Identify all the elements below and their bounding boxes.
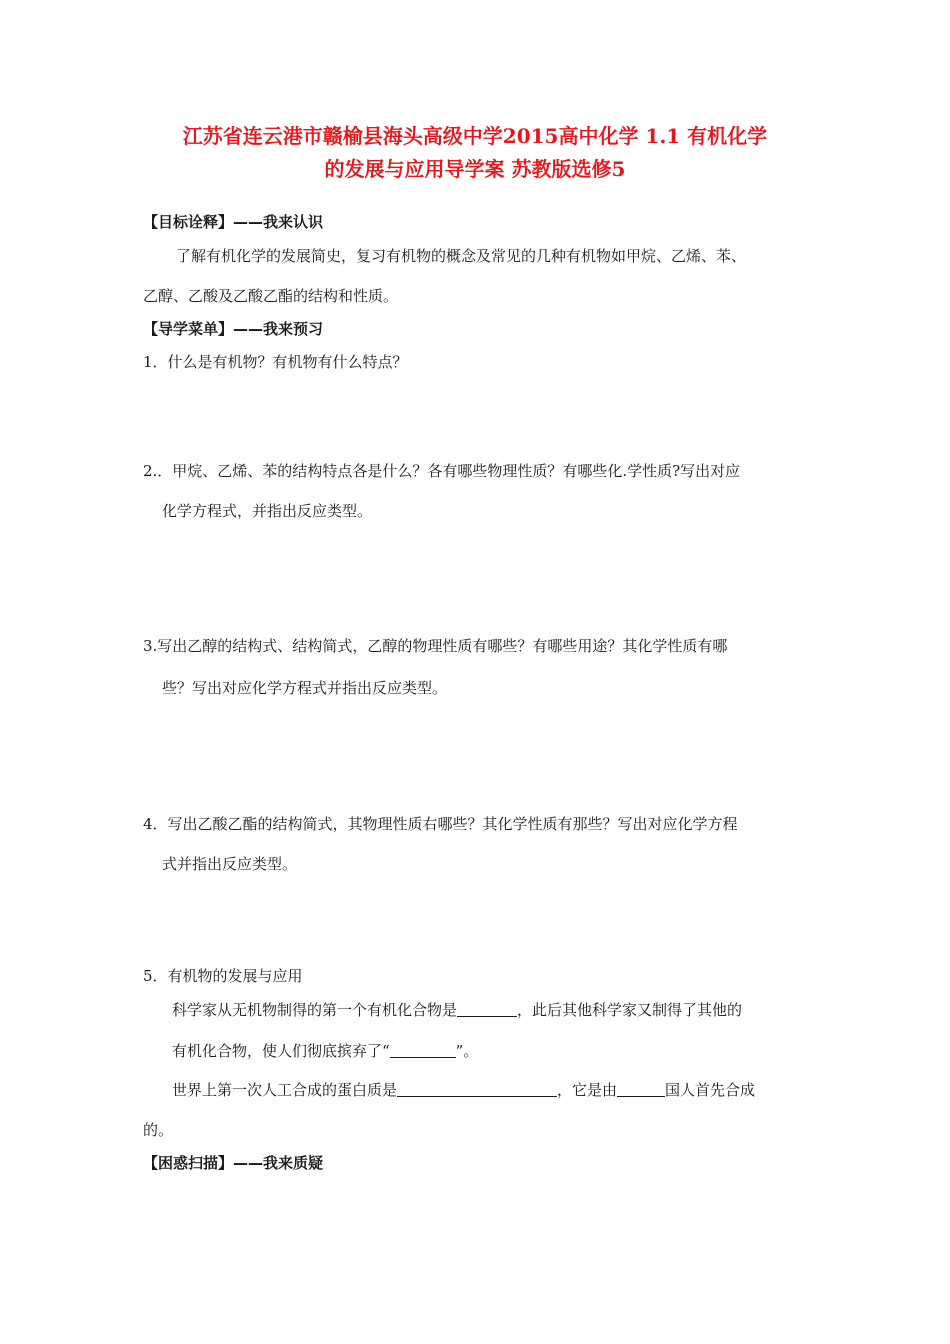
question-3-line-2: 些？写出对应化学方程式并指出反应类型。 [162, 679, 448, 697]
answer-blank-first-organic-compound[interactable] [457, 1000, 517, 1017]
q5-line-3-text-b: ，它是由 [557, 1081, 618, 1099]
question-5: 5．有机物的发展与应用 [143, 967, 303, 985]
question-5-line-1 [172, 999, 742, 1021]
q5-line-3-text-a: 世界上第一次人工合成的蛋白质是 [172, 1081, 398, 1099]
q5-line-2-text-b: ”。 [455, 1042, 479, 1060]
question-1: 1．什么是有机物？有机物有什么特点？ [143, 353, 408, 371]
answer-blank-abandoned-theory[interactable] [390, 1041, 456, 1058]
question-2-line-2: 化学方程式，并指出反应类型。 [162, 502, 373, 520]
section-heading-menu: 【导学菜单】——我来预习 [143, 320, 324, 338]
q5-line-1-text-b: ，此后其他科学家又制得了其他的 [517, 1001, 743, 1019]
document-title-line-1: 江苏省连云港市赣榆县海头高级中学2015高中化学 1.1 有机化学 [182, 124, 768, 148]
goal-text-line-2: 乙醇、乙酸及乙酸乙酯的结构和性质。 [143, 287, 399, 305]
goal-text-line-1: 了解有机化学的发展简史，复习有机物的概念及常见的几种有机物如甲烷、乙烯、苯、 [176, 247, 747, 265]
q5-line-3-text-c: 国人首先合成 [665, 1081, 756, 1099]
answer-blank-synthetic-protein[interactable] [397, 1080, 557, 1097]
question-4-line-1: 4．写出乙酸乙酯的结构简式，其物理性质右哪些？其化学性质有那些？写出对应化学方程 [143, 815, 738, 833]
answer-blank-country[interactable] [617, 1080, 665, 1097]
q5-line-2-text-a: 有机化合物，使人们彻底摈弃了“ [172, 1042, 390, 1060]
q5-line-1-text-a: 科学家从无机物制得的第一个有机化合物是 [172, 1001, 458, 1019]
question-2-line-1: 2.．甲烷、乙烯、苯的结构特点各是什么？各有哪些物理性质？有哪些化.学性质?写出对应 [143, 462, 741, 480]
document-title-line-2: 的发展与应用导学案 苏教版选修5 [324, 157, 626, 181]
section-heading-doubt: 【困惑扫描】——我来质疑 [143, 1154, 324, 1172]
section-heading-goal: 【目标诠释】——我来认识 [143, 213, 324, 231]
question-5-line-4: 的。 [143, 1121, 174, 1139]
question-5-line-2 [172, 1040, 478, 1062]
question-3-line-1: 3.写出乙醇的结构式、结构简式，乙醇的物理性质有哪些？有哪些用途？其化学性质有哪 [143, 637, 728, 655]
question-4-line-2: 式并指出反应类型。 [162, 855, 298, 873]
question-5-line-3 [172, 1079, 755, 1101]
